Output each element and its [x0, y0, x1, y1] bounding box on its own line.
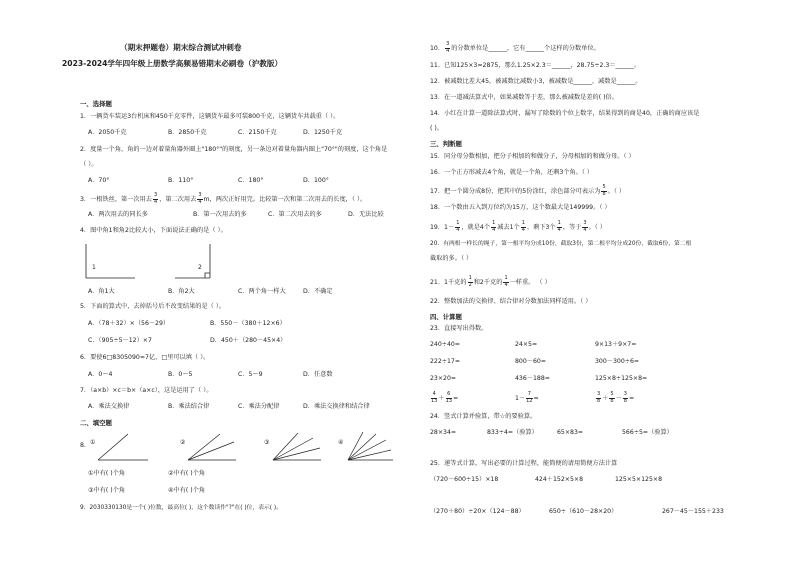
q20-text: 20．有两根一样长的绳子，第一根平均分成10份，截取3份，第二根平均分成20份，截取6份，第二根 [430, 241, 692, 247]
q5-option-b[interactable]: B．550－（380＋12×6） [210, 320, 286, 327]
q3-text: 3．一根铁丝，第一次用去 $\frac{3}{4}$ ，第二次用去 $\frac{3}{4}$ m，两次正好用完。比较第一次和第二次用去的长度，（ ）。 [80, 192, 367, 205]
fraction: $\frac{1}{4}$ [504, 275, 508, 288]
q23-fraction-item: 1－ $\frac{7}{12}$ = [515, 391, 539, 404]
q4-angle-figure [80, 240, 300, 284]
fraction: $\frac{5}{8}$ [602, 184, 606, 197]
q2-option-c[interactable]: C．180° [238, 177, 264, 184]
q5-option-c[interactable]: C．（905÷5－12）×7 [88, 337, 152, 344]
q23-text: 23．直接写出得数。 [430, 325, 488, 332]
q2-text: 2．度量一个角，角的一边对着量角器外圈上"180°"的刻度，另一条边对着量角器内圈上"70°"的刻度，这个角是 [80, 146, 388, 153]
q7-option-b[interactable]: B．乘法结合律 [168, 403, 210, 410]
q8-blank-1[interactable]: ①中有( )个角 [88, 470, 126, 477]
q25-item: 424＋152×5×8 [535, 476, 584, 483]
q14-text-cont: ( )。 [430, 125, 443, 132]
q3-option-b[interactable]: B．第一次用去的多 [193, 211, 247, 218]
q25-item: 125×5×125×8 [615, 476, 663, 483]
q13-text: 13．在一道减法算式中，如果减数等于差，那么被减数是差的( )倍。 [430, 94, 618, 101]
fraction: $\frac{3}{4}$ [198, 192, 202, 205]
q23-fraction-item: $\frac{3}{8}$ ＋ $\frac{5}{8}$ － $\frac{3}{8}$ = [597, 391, 635, 404]
q20-text-cont: 截取的多。（ ） [430, 255, 473, 262]
fraction: $\frac{5}{8}$ [610, 391, 614, 404]
figure-label-4: ④ [338, 439, 344, 446]
q23-item: 436－188= [515, 375, 550, 382]
q23-item: 240÷40= [430, 341, 461, 348]
q1-option-c[interactable]: C．2150千克 [238, 129, 277, 136]
figure-label-3: ③ [264, 439, 270, 446]
q24-item: 28×34= [430, 429, 457, 436]
q8-blank-4[interactable]: ④中有( )个角 [168, 487, 206, 494]
q2-option-a[interactable]: A．70° [88, 177, 110, 184]
q4-option-d[interactable]: D．不确定 [303, 288, 333, 295]
fraction: $\frac{3}{4}$ [446, 41, 450, 54]
q17-text: 17．把一个圆分成8份，把其中的5份涂红，涂色部分可表示为 $\frac{5}{8}$ 。（ ） [430, 184, 626, 197]
q1-text: 1．一辆货车装运3台机床和450千克零件，这辆货车最多可装800千克，这辆货车共载重（ ）。 [80, 113, 340, 120]
q23-fraction-item: $\frac{4}{13}$ ＋ $\frac{6}{13}$ = [431, 391, 459, 404]
q1-option-d[interactable]: D．1250千克 [303, 129, 343, 136]
q7-option-a[interactable]: A．乘法交换律 [88, 403, 130, 410]
section-calc: 四、计算题 [430, 313, 462, 321]
q23-item: 222÷17= [430, 358, 461, 365]
q6-option-a[interactable]: A．0～4 [88, 371, 113, 378]
q7-option-d[interactable]: D．乘法交换律和结合律 [303, 403, 370, 410]
q2-option-d[interactable]: D．100° [303, 177, 329, 184]
q8-text: 8． [80, 442, 91, 449]
q3-option-d[interactable]: D．无法比较 [348, 211, 384, 218]
q18-text: 18．一个数由五入到万位约为15万，这个数最大是149999。（ ） [430, 204, 611, 211]
q8-blank-2[interactable]: ②中有( )个角 [168, 470, 206, 477]
q25-item: 267－45－155＋233 [662, 508, 724, 515]
q25-item: （270＋80）÷20×（124－88） [430, 508, 525, 515]
q6-option-b[interactable]: B．0～5 [168, 371, 193, 378]
section-choice: 一、选择题 [80, 100, 112, 108]
q1-option-a[interactable]: A．2050千克 [88, 129, 127, 136]
q7-option-c[interactable]: C．乘法分配律 [238, 403, 280, 410]
q23-item: 125×8÷125×8= [595, 375, 648, 382]
q24-item: 65×83= [557, 429, 584, 436]
exam-title: （期末押题卷）期末综合测试冲刺卷 [120, 43, 242, 52]
fraction: $\frac{3}{4}$ [583, 220, 587, 233]
q23-item: 300－300÷6= [595, 358, 640, 365]
q22-text: 22．整数加法的交换律、结合律对分数加法同样适用。（ ） [430, 298, 592, 305]
q1-option-b[interactable]: B．2850千克 [168, 129, 207, 136]
q19-text: 19．1－ $\frac{1}{4}$ ，就是4个 $\frac{1}{4}$ 减去1个 $\frac{1}{4}$ ，剩下3个 $\frac{1}{4}$ ，等于 $\frac{3}{4}$ 。（ ） [430, 220, 606, 233]
q23-item: 800－60= [515, 358, 547, 365]
q8-blank-3[interactable]: ③中有( )个角 [88, 487, 126, 494]
q23-item: 23×20= [430, 375, 457, 382]
q23-item: 24×5= [515, 341, 538, 348]
figure-label-2: ② [180, 439, 186, 446]
q3-option-a[interactable]: A．两次用去的同长多 [88, 211, 148, 218]
q4-option-b[interactable]: B．角2大 [168, 288, 195, 295]
fraction: $\frac{1}{4}$ [456, 220, 460, 233]
q4-option-a[interactable]: A．角1大 [88, 288, 115, 295]
q12-text: 12．被减数比差大45，被减数比减数小3，被减数是______，减数是______。 [430, 78, 642, 85]
q25-item: （720－600÷15）×18 [430, 476, 499, 483]
fraction: $\frac{3}{4}$ [154, 192, 158, 205]
q9-text: 9．2030330130是一个( )位数，最高位( )，这个数读作"?"在( )位，表示( )。 [80, 505, 282, 511]
fraction: $\frac{7}{12}$ [526, 391, 533, 404]
q25-text: 25．递等式计算，写出必要的计算过程，能简便的请用简便方法计算 [430, 460, 618, 467]
angle-2-label: 2 [198, 264, 202, 271]
q23-item: 9×13＋9×7= [595, 341, 637, 348]
fraction: $\frac{4}{13}$ [431, 391, 438, 404]
figure-label-1: ① [90, 439, 96, 446]
q15-text: 15．同分母分数相加，把分子相加的和做分子，分母相加的和做分母。（ ） [430, 153, 635, 160]
q24-text: 24．竖式计算并验算，带☆的要验算。 [430, 413, 537, 420]
q5-text: 5．下面的算式中，去掉括号后不改变结果的是（ ）。 [80, 303, 226, 310]
q11-text: 11．已知125×3=2875，那么1.25×2.3＝______，28.75÷2.3＝______。 [430, 62, 641, 69]
q14-text: 14．小红在计算一道除法算式时，漏写了除数的个位上数字，结果得到的商是40，正确的商应该是 [430, 110, 700, 117]
fraction: $\frac{6}{13}$ [445, 391, 452, 404]
q25-item: 650÷（610－28×20） [549, 508, 618, 515]
q4-option-c[interactable]: C．两个角一样大 [238, 288, 286, 295]
fraction: $\frac{3}{8}$ [597, 391, 601, 404]
q3-option-c[interactable]: C．第二次用去的多 [268, 211, 322, 218]
section-judge: 三、判断题 [430, 140, 462, 148]
fraction: $\frac{1}{4}$ [492, 220, 496, 233]
fraction: $\frac{1}{4}$ [557, 220, 561, 233]
q6-option-d[interactable]: D．任意数 [303, 371, 333, 378]
q24-item: 833÷4=（验算） [487, 429, 538, 436]
fraction: $\frac{3}{8}$ [623, 391, 627, 404]
q4-text: 4．图中角1和角2比较大小，下面说法正确的是（ ）。 [80, 227, 227, 234]
angle-1-label: 1 [92, 264, 96, 271]
q6-text: 6．要使6□8305090≈7亿，□里可以填（ ）。 [80, 354, 210, 361]
q7-text: 7．（a×b）×c＝b×（a×c），这是运用了（ ）。 [80, 387, 213, 394]
q16-text: 16．一个正方形减去4个角，就是一个角，还剩3个角。（ ） [430, 169, 594, 176]
section-fill: 二、填空题 [80, 419, 112, 427]
q2-text-cont: （ ）。 [80, 161, 98, 168]
q21-text: 21．1千克的 $\frac{1}{2}$ 和2千克的 $\frac{1}{4}$ 一样重。 （ ） [430, 275, 551, 288]
fraction: $\frac{1}{2}$ [468, 275, 472, 288]
exam-subtitle: 2023-2024学年四年级上册数学高频易错期末必刷卷（沪教版） [62, 59, 283, 68]
q5-option-d[interactable]: D．450＋（280－45×4） [210, 337, 287, 344]
q10-text: 10． $\frac{3}{4}$ 的分数单位是______，它有______个这样的分数单位。 [430, 41, 600, 54]
fraction: $\frac{1}{4}$ [521, 220, 525, 233]
q2-option-b[interactable]: B．110° [168, 177, 194, 184]
q5-option-a[interactable]: A．（78＋32）×（56－29） [88, 320, 170, 327]
q8-angle-figures [88, 430, 398, 468]
q6-option-c[interactable]: C．5～9 [238, 371, 263, 378]
q24-item: 566÷5=（验算） [622, 429, 673, 436]
